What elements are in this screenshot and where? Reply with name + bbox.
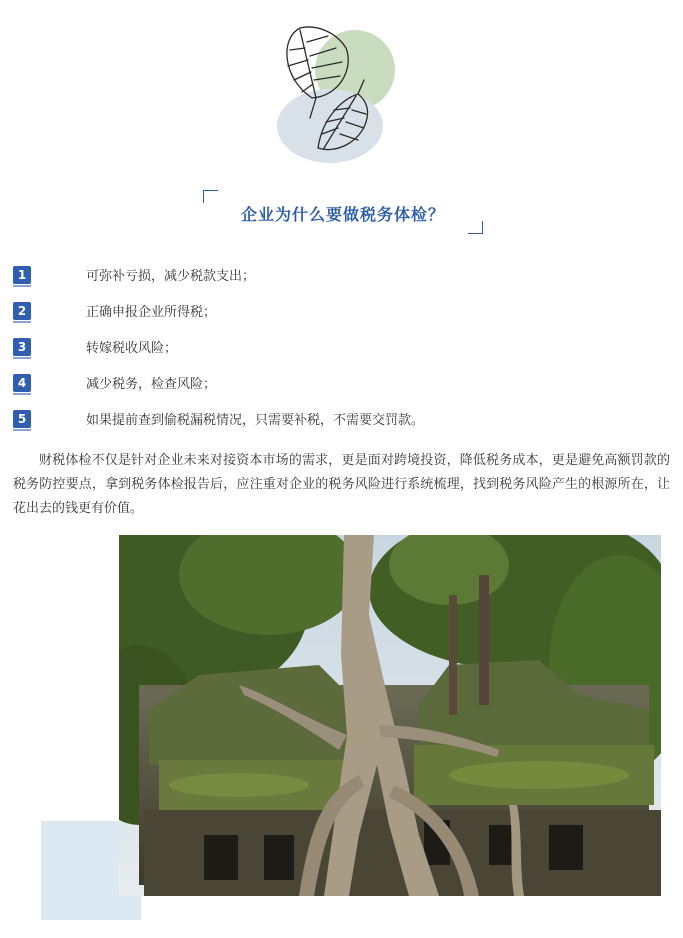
list-item-text: 如果提前查到偷税漏税情况，只需要补税，不需要交罚款。 [86, 413, 425, 428]
number-badge: 2 [13, 302, 31, 320]
monstera-leaf-icon [270, 18, 420, 168]
list-item [13, 406, 673, 442]
list-item-text: 减少税务，检查风险； [86, 377, 217, 392]
body-paragraph: 财税体检不仅是针对企业未来对接资本市场的需求，更是面对跨境投资，降低税务成本，更是避免高额罚款的税务防控要点，拿到税务体检报告后，应注重对企业的税务风险进行系统梳理，找到税务风险产生的根源所在，让花出去的钱更有价值。 [13, 453, 670, 516]
list-item [13, 334, 673, 370]
number-badge: 3 [13, 338, 31, 356]
list-item-text: 可弥补亏损，减少税款支出； [86, 269, 256, 284]
number-badge: 1 [13, 266, 31, 284]
temple-tree-photo [119, 535, 661, 896]
section-heading [203, 190, 483, 234]
corner-bracket-bottom-right [468, 221, 483, 234]
number-badge: 5 [13, 410, 31, 428]
list-item [13, 298, 673, 334]
list-item-text: 正确申报企业所得税； [86, 305, 217, 320]
number-badge: 4 [13, 374, 31, 392]
page-title: 企业为什么要做税务体检？ [240, 205, 445, 224]
list-item-text: 转嫁税收风险； [86, 341, 178, 356]
reasons-list [13, 262, 673, 442]
list-item [13, 262, 673, 298]
list-item [13, 370, 673, 406]
